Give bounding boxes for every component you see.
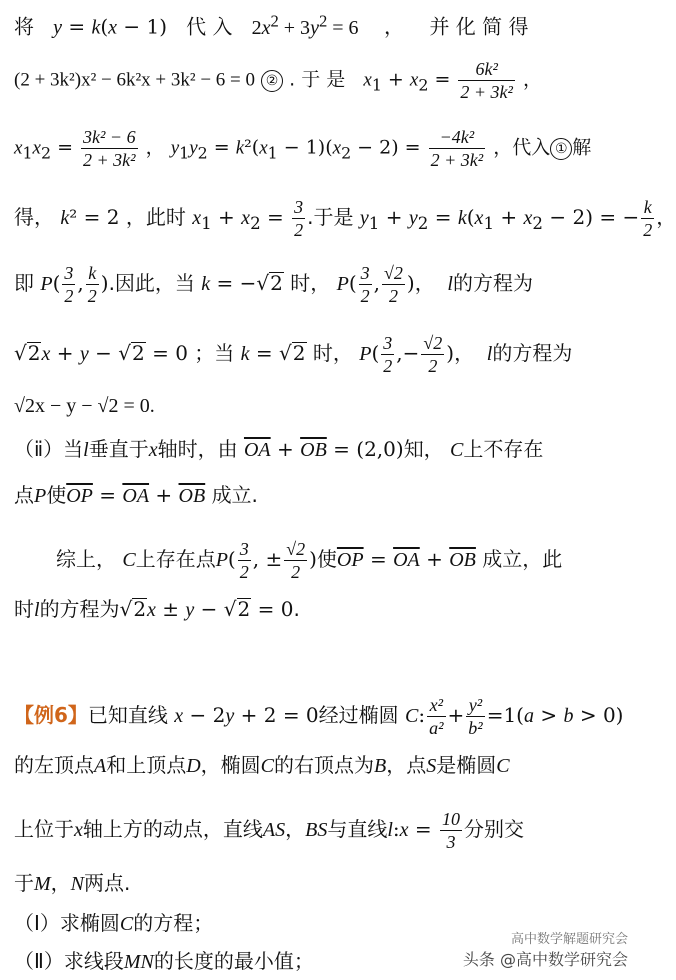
watermark-bottom-text: 头条 @高中数学研究会 xyxy=(462,950,628,969)
text-line-14: 上位于x轴上方的动点，直线AS，BS与直线l:x = $\frac{10}{3}$ 分别交 xyxy=(14,809,525,852)
equation: √2x − y − √2 = 0. xyxy=(14,395,155,417)
text: 已知直线 xyxy=(87,703,168,727)
text-line-9: 点P使$\overline{OP} = \overline{OA} + \overline{OB}$ 成立. xyxy=(14,483,258,507)
text: ；当 xyxy=(194,341,235,365)
text: ， xyxy=(145,136,165,159)
text: （Ⅱ）求线段 xyxy=(14,949,124,973)
text: 得， xyxy=(14,205,54,229)
text: 于 xyxy=(14,871,34,895)
text: 时 xyxy=(14,597,34,621)
text: . 于 是 xyxy=(289,68,346,91)
text-line-15: 于M，N两点. xyxy=(14,871,131,895)
text: 的方程为 xyxy=(452,271,533,295)
text: .于是 xyxy=(307,205,354,229)
text-line-5: 即 P( $\frac{3}{2}$ , $\frac{k}{2}$ ).因此，当 k = −√2 时， P( $\frac{3}{2}$ , $\frac{√2}{2}$ )， l的方程为 xyxy=(14,263,533,306)
text: 上不存在 xyxy=(463,437,544,461)
text: ，椭圆 xyxy=(200,753,261,777)
watermark-top-text: 高中数学解题研究会 xyxy=(510,932,628,947)
text: （Ⅰ）求椭圆 xyxy=(14,911,120,935)
text: ， xyxy=(656,205,676,229)
text: 的方程为 xyxy=(39,597,120,621)
text: ，此时 xyxy=(125,205,186,229)
text: ， xyxy=(384,14,404,39)
text: 轴上方的动点，直线 xyxy=(82,817,263,841)
text: ， xyxy=(454,341,475,365)
text: 知， xyxy=(403,437,444,461)
text: 的方程为 xyxy=(492,341,573,365)
text: 将 xyxy=(14,14,34,39)
text: 的长度的最小值； xyxy=(153,949,314,973)
text: 代 入 xyxy=(186,14,233,39)
text: 成立. xyxy=(211,483,258,507)
text: 经过椭圆 xyxy=(318,703,399,727)
example-label: 【例6】 xyxy=(14,703,88,727)
text: .因此，当 xyxy=(108,271,195,295)
text: ， xyxy=(285,817,306,841)
text: 上位于 xyxy=(14,817,74,841)
text: ，点 xyxy=(386,753,427,777)
text: 成立，此 xyxy=(482,547,563,571)
text: . xyxy=(293,597,300,621)
text-line-13: 的左顶点A和上顶点D，椭圆C的右顶点为B，点S是椭圆C xyxy=(14,753,510,777)
text-line-3: $x_1x_2$ = $\frac{\text{3k² − 6}}{\text{2 + 3k²}}$ ， $y_1y_2 = k^2(x_1 - 1)(x_2 - 2)$ = $\frac{\text{−4k²}}{\text{2 + 3k²}}$ ，代入 ① 解 xyxy=(14,127,592,170)
text: 使 xyxy=(46,483,67,507)
text-line-17: （Ⅱ）求线段MN的长度的最小值； xyxy=(14,949,314,973)
text: ， xyxy=(414,271,435,295)
text: 使 xyxy=(316,547,337,571)
circled-number: ② xyxy=(261,70,283,92)
text: 时， xyxy=(312,341,353,365)
text-line-2: (2 + 3k²)x² − 6k²x + 3k² − 6 = 0 ② . 于 是 $x_1 + x_2$ = $\frac{\text{6k²}}{\text{2 + 3k²}}$ ， xyxy=(14,59,543,102)
text: ，代入 xyxy=(493,136,551,159)
text: 与直线 xyxy=(327,817,388,841)
text: 两点. xyxy=(84,871,131,895)
text: 的方程； xyxy=(133,911,214,935)
text: 时， xyxy=(290,271,331,295)
text: 和上顶点 xyxy=(106,753,187,777)
text: 的右顶点为 xyxy=(274,753,375,777)
text: 解 xyxy=(572,136,592,159)
text-line-6: √2x + y − √2 = 0 ；当 k = √2 时， P( $\frac{3}{2}$ ,− $\frac{√2}{2}$ )， l的方程为 xyxy=(14,333,573,376)
text: 分别交 xyxy=(464,817,525,841)
text: 综上， xyxy=(56,547,116,571)
text: 垂直于 xyxy=(88,437,149,461)
text-line-11: 时l的方程为√2x ± y − √2 = 0. xyxy=(14,597,300,621)
text: 是椭圆 xyxy=(436,753,497,777)
equation: (2 + 3k²)x² − 6k²x + 3k² − 6 = 0 xyxy=(14,69,256,91)
text: 的左顶点 xyxy=(14,753,94,777)
text: 上存在点 xyxy=(135,547,216,571)
text: 轴时，由 xyxy=(157,437,238,461)
text-line-4: 得， k² = 2 ，此时 $x_1 + x_2$ = $\frac{3}{2}$ .于是 $y_1 + y_2 = k(x_1 + x_2 - 2)$ = − $\frac{k}{2}$ ， xyxy=(14,197,676,240)
text-line-8: （ⅱ）当l垂直于x轴时，由 $\overline{OA} + \overline{OB} = (2,0)$知， C上不存在 xyxy=(14,437,544,461)
circled-number: ① xyxy=(550,138,572,160)
text: （ⅱ）当 xyxy=(14,437,84,461)
text: 并 化 简 得 xyxy=(429,14,529,39)
watermark xyxy=(463,928,628,970)
text-line-7 xyxy=(14,392,626,419)
text: 即 xyxy=(14,271,34,295)
text: 点 xyxy=(14,483,34,507)
text: ， xyxy=(50,871,71,895)
text-line-10: 综上， C上存在点P( $\frac{3}{2}$ , ± $\frac{√2}{2}$ )使$\overline{OP} = \overline{OA} + \overline{OB}$ 成立，此 xyxy=(56,539,563,582)
text-line-16: （Ⅰ）求椭圆C的方程； xyxy=(14,911,214,935)
text-line-12: 【例6】已知直线 x − 2y + 2 = 0经过椭圆 C: $\frac{\text{x²}}{\text{a²}}$ + $\frac{\text{y²}}{\text{b²}}$ =1(a > b > 0) xyxy=(14,695,624,738)
text-line-1: 将 y = k(x − 1) 代 入 $2x^2 + 3y^2 = 6$ ， 并 化 简 得 xyxy=(14,11,529,39)
